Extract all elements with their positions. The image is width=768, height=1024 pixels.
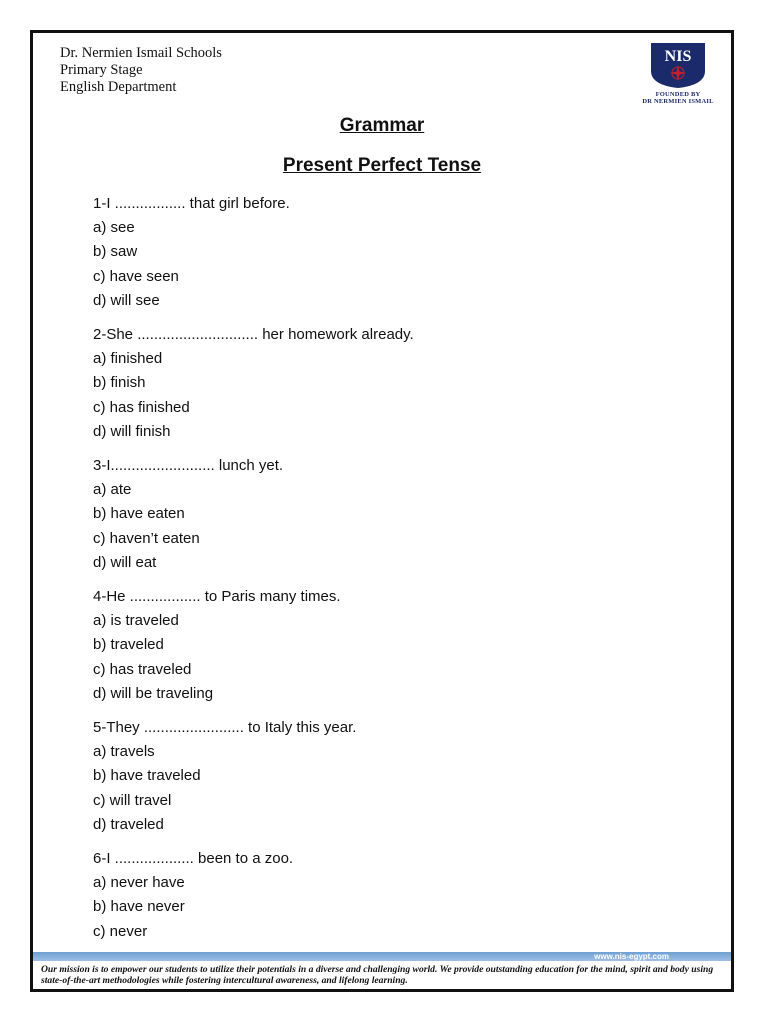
question-stem: 2-She ............................. her homework already. <box>93 326 414 344</box>
question-stem: 1-I ................. that girl before. <box>93 195 290 212</box>
question-stem: 5-They ........................ to Italy this year. <box>93 719 357 737</box>
answer-option: b) have traveled <box>93 767 201 785</box>
answer-option: d) traveled <box>93 815 164 833</box>
logo-initials: NIS <box>664 48 692 65</box>
question-stem: 6-I ................... been to a zoo. <box>93 850 294 868</box>
footer-url: www.nis-egypt.com <box>594 952 669 961</box>
answer-option: d) will be traveling <box>93 684 214 702</box>
page-title: Grammar <box>339 115 425 136</box>
answer-option: b) traveled <box>93 636 164 654</box>
answer-option: a) is traveled <box>93 612 179 630</box>
question-stem: 3-I......................... lunch yet. <box>93 457 284 475</box>
answer-option: a) ate <box>93 481 132 499</box>
question-2 <box>93 323 693 444</box>
answer-option: a) never have <box>93 874 185 892</box>
answer-option: b) finish <box>93 374 146 392</box>
answer-option: c) haven’t eaten <box>93 529 200 547</box>
answer-option: c) never <box>93 922 148 940</box>
answer-option: a) finished <box>93 350 163 368</box>
question-4 <box>93 585 693 706</box>
question-3 <box>93 454 693 575</box>
answer-option: c) has traveled <box>93 660 192 678</box>
logo-caption <box>631 91 725 105</box>
nis-shield-icon <box>648 41 708 89</box>
answer-option: b) saw <box>93 243 138 261</box>
answer-option: c) will travel <box>93 791 172 809</box>
answer-option: a) see <box>93 219 135 237</box>
page-subtitle: Present Perfect Tense <box>282 155 482 176</box>
answer-option: c) have seen <box>93 267 179 285</box>
question-6 <box>93 847 693 944</box>
question-1 <box>93 192 693 313</box>
answer-option: c) has finished <box>93 398 190 416</box>
question-stem: 4-He ................. to Paris many times. <box>93 588 341 606</box>
school-department: English Department <box>60 79 177 95</box>
logo-caption-line1: FOUNDED BY <box>655 91 701 98</box>
school-name: Dr. Nermien Ismail Schools <box>60 45 222 61</box>
answer-option: d) will eat <box>93 553 157 571</box>
answer-option: b) have eaten <box>93 505 185 523</box>
answer-option: b) have never <box>93 898 185 916</box>
school-header <box>60 45 222 96</box>
footer-mission-statement: Our mission is to empower our students to utilize their potentials in a diverse and challenging world. We provide outstanding education for the mind, spirit and body using state-of-the-art methodologies while fostering intercultural awareness, and lifelong learning. <box>41 964 714 986</box>
question-5 <box>93 716 693 837</box>
answer-option: d) will finish <box>93 422 171 440</box>
question-list <box>93 192 693 954</box>
school-stage: Primary Stage <box>60 62 143 78</box>
answer-option: d) will see <box>93 291 160 309</box>
school-logo <box>631 41 725 109</box>
page-frame <box>30 30 734 992</box>
answer-option: a) travels <box>93 743 155 761</box>
logo-caption-line2: DR NERMIEN ISMAIL <box>642 98 714 105</box>
